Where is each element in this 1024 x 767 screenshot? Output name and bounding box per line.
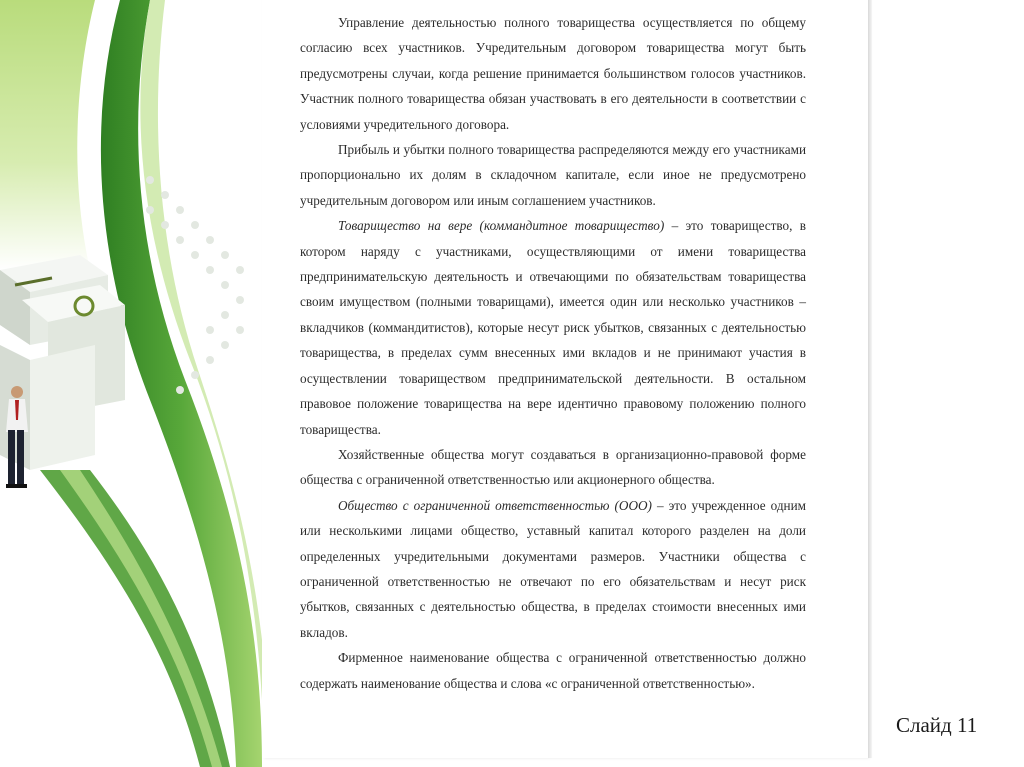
term-limited-partnership: Товарищество на вере (коммандитное товарищество) [338, 218, 665, 234]
document-text [300, 10, 806, 696]
paragraph-limited-partnership [300, 213, 806, 442]
definition-limited-partnership: – это товарищество, в котором наряду с участниками, осуществляющими от имени товарищества предпринимательскую деятельность и отвечающими по обязательствам товарищества своим имуществом (полными товарищами), имеется один или несколько участников – вкладчиков (коммандитистов), которые несут риск убытков, связанных с деятельностью товарищества, в пределах сумм внесенных ими вкладов и не принимают участия в осуществлении товариществом предпринимательской деятельности. В остальном правовое положение товарищества на вере идентично правовому положению полного товарищества. [300, 218, 806, 437]
paragraph-profit: Прибыль и убытки полного товарищества распределяются между его участниками пропорционально их долям в складочном капитале, если иное не предусмотрено учредительным договором или иным соглашением участников. [300, 142, 806, 208]
paragraph-management: Управление деятельностью полного товарищества осуществляется по общему согласию всех участников. Учредительным договором товарищества могут быть предусмотрены случаи, когда решение принимается большинством голосов участников. Участник полного товарищества обязан участвовать в его деятельности в соответствии с условиями учредительного договора. [300, 15, 806, 132]
paragraph-company-name: Фирменное наименование общества с ограниченной ответственностью должно содержать наименование общества и слова «с ограниченной ответственностью». [300, 650, 806, 691]
term-llc: Общество с ограниченной ответственностью (ООО) [338, 497, 652, 513]
slide-number: Слайд 11 [896, 713, 978, 737]
paragraph-llc [300, 493, 806, 645]
page-edge-shadow [868, 0, 872, 758]
decorative-background [0, 0, 300, 767]
definition-llc: – это учрежденное одним или несколькими лицами общество, уставный капитал которого разделен на доли определенных учредительными документами размеров. Участники общества с ограниченной ответственностью не отвечают по его обязательствам и несут риск убытков, связанных с деятельностью общества, в пределах стоимости внесенных ими вкладов. [300, 497, 806, 640]
paragraph-business-companies: Хозяйственные общества могут создаваться в организационно-правовой форме общества с ограниченной ответственностью или акционерного общества. [300, 446, 806, 488]
